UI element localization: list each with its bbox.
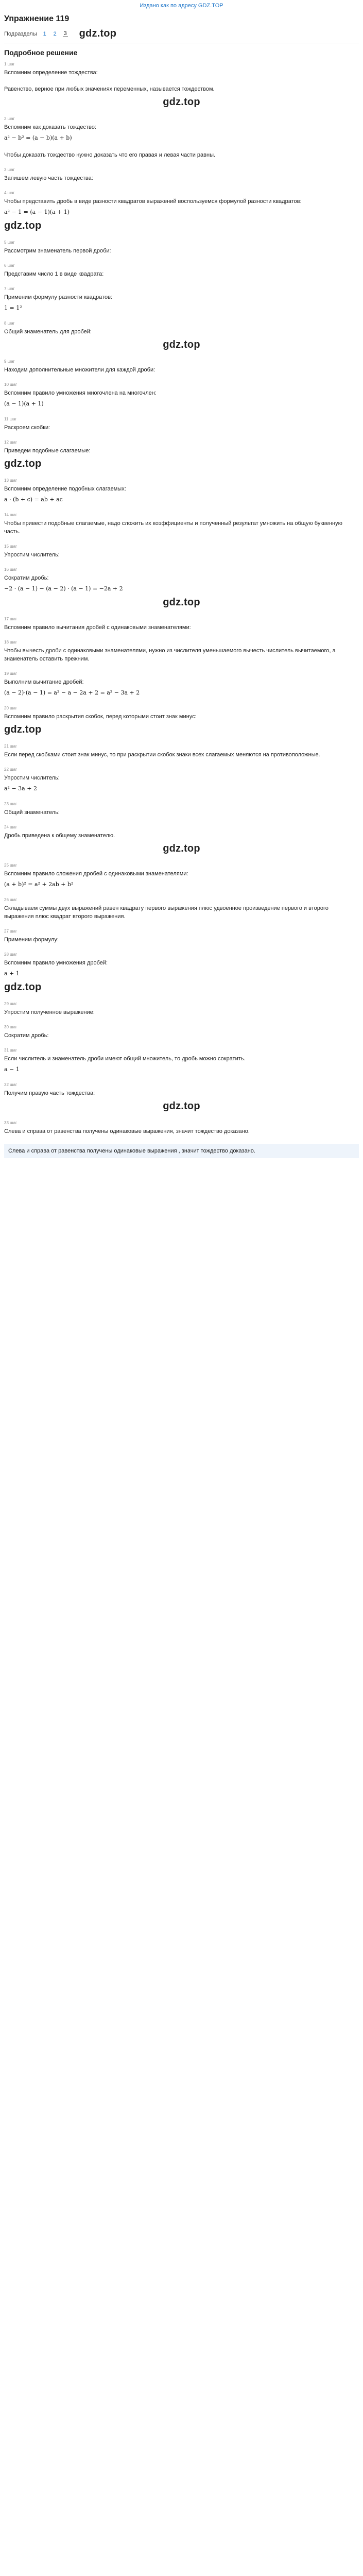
solution-step	[4, 382, 359, 409]
solution-step	[4, 640, 359, 663]
step-label: 32 шаг	[4, 1082, 17, 1087]
solution-title: Подробное решение	[4, 48, 78, 57]
solution-step	[4, 359, 359, 374]
step-text: Вспомним правило вычитания дробей с одинаковыми знаменателями:	[4, 624, 191, 631]
step-text: Чтобы вычесть дроби с одинаковыми знаменателями, нужно из числителя уменьшаемого вычесть числитель вычитаемого, а знаменатель оставить прежним.	[4, 648, 336, 662]
sections-label: Подразделы	[4, 30, 37, 37]
solution-step	[4, 952, 359, 993]
step-text: Раскроем скобки:	[4, 425, 50, 431]
step-label: 31 шаг	[4, 1048, 17, 1053]
step-text: Сократим дробь:	[4, 1032, 49, 1039]
solution-step	[4, 151, 359, 159]
step-label: 16 шаг	[4, 567, 17, 572]
formula: a · (b + c) = ab + ac	[4, 496, 63, 503]
solution-step	[4, 116, 359, 143]
formula: (a + b)² = a² + 2ab + b²	[4, 881, 74, 888]
step-text: Чтобы доказать тождество нужно доказать что его правая и левая части равны.	[4, 152, 216, 158]
solution-step	[4, 671, 359, 698]
step-text: Вспомним как доказать тождество:	[4, 124, 96, 130]
formula: a² − b² = (a − b)(a + b)	[4, 134, 72, 141]
watermark: gdz.top	[163, 96, 200, 108]
formula: 1 = 1²	[4, 304, 22, 311]
page-title: Упражнение 119	[4, 14, 70, 23]
step-label: 8 шаг	[4, 321, 15, 326]
step-label: 28 шаг	[4, 952, 17, 957]
step-text: Находим дополнительные множители для каждой дроби:	[4, 367, 155, 373]
section-tabs	[4, 28, 359, 40]
step-text: Вспомним правило раскрытия скобок, перед которыми стоит знак минус:	[4, 714, 197, 720]
solution-step	[4, 513, 359, 536]
solution-step	[4, 825, 359, 855]
solution-content	[0, 62, 363, 1158]
solution-step	[4, 191, 359, 232]
solution-step	[4, 62, 359, 77]
formula: a − 1	[4, 1066, 20, 1073]
solution-step	[4, 567, 359, 608]
formula: (a − 1)(a + 1)	[4, 400, 44, 407]
solution-step	[4, 1048, 359, 1074]
step-label: 21 шаг	[4, 744, 17, 749]
step-label: 22 шаг	[4, 767, 17, 772]
top-link[interactable]: Издано как по адресу GDZ.TOP	[140, 3, 223, 9]
formula: a² − 1 = (a − 1)(a + 1)	[4, 209, 70, 215]
step-text: Вспомним правило сложения дробей с одинаковыми знаменателями:	[4, 871, 188, 877]
header	[0, 14, 363, 57]
step-label: 1 шаг	[4, 62, 15, 66]
conclusion-suffix: , значит тождество доказано.	[178, 1148, 255, 1154]
solution-step	[4, 1025, 359, 1040]
step-text: Упростим полученное выражение:	[4, 1009, 95, 1015]
step-label: 12 шаг	[4, 440, 17, 445]
solution-step	[4, 1082, 359, 1112]
step-text: Чтобы привести подобные слагаемые, надо сложить их коэффициенты и полученный результат умножить на общую буквенную часть.	[4, 520, 342, 535]
watermark: gdz.top	[163, 597, 200, 608]
section-1[interactable]: 1	[43, 30, 46, 37]
step-text: Вспомним правило умножения дробей:	[4, 960, 108, 966]
solution-step	[4, 544, 359, 559]
formula: a + 1	[4, 970, 20, 977]
solution-step	[4, 802, 359, 817]
step-label: 18 шаг	[4, 640, 17, 645]
solution-step	[4, 617, 359, 632]
step-text: Общий знаменатель:	[4, 809, 60, 816]
step-text: Сократим дробь:	[4, 575, 49, 581]
step-text: Упростим числитель:	[4, 552, 60, 558]
step-text: Применим формулу:	[4, 937, 59, 943]
solution-step	[4, 706, 359, 736]
conclusion-box	[4, 1144, 359, 1158]
conclusion-prefix: Слева и справа от равенства получены одинаковые выражения	[8, 1148, 179, 1154]
step-label: 2 шаг	[4, 116, 15, 121]
step-label: 3 шаг	[4, 167, 15, 172]
watermark: gdz.top	[163, 1100, 200, 1112]
step-text: Вспомним определение подобных слагаемых:	[4, 486, 126, 492]
step-label: 25 шаг	[4, 863, 17, 868]
step-label: 17 шаг	[4, 617, 17, 621]
step-text: Если числитель и знаменатель дроби имеют общий множитель, то дробь можно сократить.	[4, 1056, 246, 1062]
solution-step	[4, 321, 359, 351]
solution-step	[4, 1121, 359, 1136]
step-text: Запишем левую часть тождества:	[4, 175, 93, 181]
solution-step	[4, 417, 359, 432]
step-label: 11 шаг	[4, 417, 17, 421]
solution-step	[4, 263, 359, 278]
step-text: Дробь приведена к общему знаменателю.	[4, 833, 115, 839]
step-label: 20 шаг	[4, 706, 17, 710]
watermark: gdz.top	[4, 724, 42, 735]
watermark: gdz.top	[4, 981, 42, 993]
step-text: Представим число 1 в виде квадрата:	[4, 271, 104, 277]
step-text: Равенство, верное при любых значениях переменных, называется тождеством.	[4, 86, 215, 92]
solution-step	[4, 744, 359, 759]
step-label: 30 шаг	[4, 1025, 17, 1029]
solution-step	[4, 167, 359, 182]
step-label: 4 шаг	[4, 191, 15, 195]
step-text: Если перед скобками стоит знак минус, то при раскрытии скобок знаки всех слагаемых меняются на противоположные.	[4, 752, 320, 758]
formula: (a − 2)·(a − 1) = a² − a − 2a + 2 = a² − 3a + 2	[4, 689, 140, 696]
step-label: 10 шаг	[4, 382, 17, 387]
section-2[interactable]: 2	[53, 30, 57, 37]
step-label: 15 шаг	[4, 544, 17, 549]
step-label: 6 шаг	[4, 263, 15, 268]
section-3[interactable]: 3	[63, 30, 67, 37]
solution-step	[4, 767, 359, 793]
formula: −2 · (a − 1) − (a − 2) · (a − 1) = −2a + 2	[4, 585, 123, 592]
watermark: gdz.top	[4, 220, 42, 231]
step-text: Вспомним правило умножения многочлена на многочлен:	[4, 390, 157, 396]
step-label: 19 шаг	[4, 671, 17, 676]
step-text: Чтобы представить дробь в виде разности квадратов выражений воспользуемся формулой разности квадратов:	[4, 198, 302, 205]
step-label: 9 шаг	[4, 359, 15, 364]
watermark: gdz.top	[163, 339, 200, 350]
solution-step	[4, 1002, 359, 1016]
watermark: gdz.top	[79, 28, 117, 39]
step-text: Выполним вычитание дробей:	[4, 679, 84, 685]
solution-step	[4, 478, 359, 504]
solution-step	[4, 286, 359, 313]
step-label: 29 шаг	[4, 1002, 17, 1006]
step-text: Вспомним определение тождества:	[4, 70, 98, 76]
step-label: 27 шаг	[4, 929, 17, 934]
step-text: Рассмотрим знаменатель первой дроби:	[4, 248, 111, 254]
solution-step	[4, 897, 359, 921]
solution-step	[4, 85, 359, 108]
formula: a² − 3a + 2	[4, 785, 37, 792]
step-label: 7 шаг	[4, 286, 15, 291]
step-label: 33 шаг	[4, 1121, 17, 1125]
step-text: Применим формулу разности квадратов:	[4, 294, 112, 300]
watermark: gdz.top	[4, 458, 42, 469]
top-bar	[0, 0, 363, 11]
step-label: 23 шаг	[4, 802, 17, 806]
step-text: Складываем суммы двух выражений равен квадрату первого выражения плюс удвоенное произведение первого и второго выражения плюс квадрат второго выражения.	[4, 905, 329, 920]
step-text: Упростим числитель:	[4, 775, 60, 781]
step-label: 14 шаг	[4, 513, 17, 517]
step-text: Приведем подобные слагаемые:	[4, 448, 91, 454]
step-label: 24 шаг	[4, 825, 17, 829]
step-label: 13 шаг	[4, 478, 17, 483]
step-text: Общий знаменатель для дробей:	[4, 329, 92, 335]
solution-step	[4, 863, 359, 889]
watermark: gdz.top	[163, 843, 200, 854]
step-text: Слева и справа от равенства получены одинаковые выражения, значит тождество доказано.	[4, 1128, 250, 1134]
step-label: 26 шаг	[4, 897, 17, 902]
step-label: 5 шаг	[4, 240, 15, 245]
solution-step	[4, 440, 359, 470]
solution-step	[4, 240, 359, 255]
solution-step	[4, 929, 359, 944]
step-text: Получим правую часть тождества:	[4, 1090, 95, 1096]
